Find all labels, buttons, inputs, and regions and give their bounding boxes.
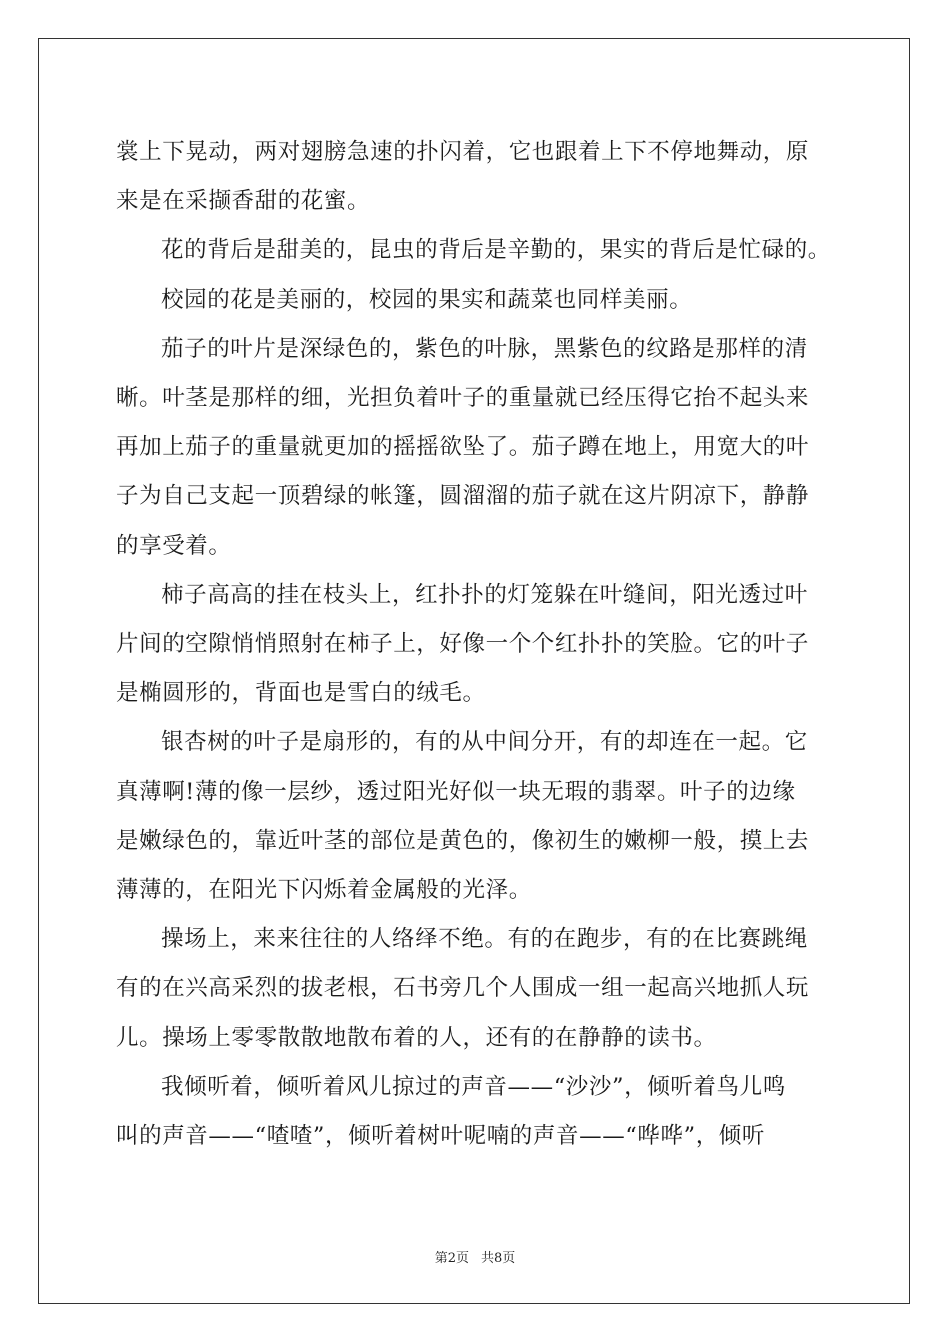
page-number: 第2页 <box>434 1251 469 1266</box>
text-line: 真薄啊!薄的像一层纱，透过阳光好似一块无瑕的翡翠。叶子的边缘 <box>116 778 796 805</box>
text-line: 裳上下晃动，两对翅膀急速的扑闪着，它也跟着上下不停地舞动，原 <box>116 139 810 165</box>
paragraph <box>116 325 850 571</box>
text-line: 儿。操场上零零散散地散布着的人，还有的在静静的读书。 <box>116 1024 717 1051</box>
text-line: 晰。叶茎是那样的细，光担负着叶子的重量就已经压得它抬不起头来 <box>116 385 810 412</box>
document-body <box>116 128 850 1161</box>
text-line: 是椭圆形的，背面也是雪白的绒毛。 <box>116 680 486 707</box>
text-line: 子为自己支起一顶碧绿的帐篷，圆溜溜的茄子就在这片阴凉下，静静 <box>116 483 810 510</box>
paragraph <box>116 718 850 915</box>
page-total: 共8页 <box>481 1251 516 1266</box>
text-line: 叫的声音——“喳喳”，倾听着树叶呢喃的声音——“哗哗”，倾听 <box>116 1123 766 1150</box>
text-line: 来是在采撷香甜的花蜜。 <box>116 188 371 215</box>
paragraph <box>116 226 850 275</box>
text-line: 茄子的叶片是深绿色的，紫色的叶脉，黑紫色的纹路是那样的清 <box>161 335 808 362</box>
text-line: 是嫩绿色的，靠近叶茎的部位是黄色的，像初生的嫩柳一般，摸上去 <box>116 827 810 854</box>
paragraph <box>116 1063 850 1161</box>
paragraph <box>116 128 850 226</box>
text-line: 的享受着。 <box>116 532 232 559</box>
paragraph <box>116 276 850 325</box>
text-line: 片间的空隙悄悄照射在柿子上，好像一个个红扑扑的笑脸。它的叶子 <box>116 631 810 658</box>
text-line: 再加上茄子的重量就更加的摇摇欲坠了。茄子蹲在地上，用宽大的叶 <box>116 434 810 461</box>
paragraph <box>116 571 850 719</box>
text-line: 薄薄的，在阳光下闪烁着金属般的光泽。 <box>116 877 532 904</box>
text-line: 有的在兴高采烈的拔老根，石书旁几个人围成一组一起高兴地抓人玩 <box>116 975 810 1002</box>
text-line: 花的背后是甜美的，昆虫的背后是辛勤的，果实的背后是忙碌的。 <box>161 237 831 264</box>
text-line: 校园的花是美丽的，校园的果实和蔬菜也同样美丽。 <box>161 286 693 313</box>
text-line: 我倾听着，倾听着风儿掠过的声音——“沙沙”，倾听着鸟儿鸣 <box>161 1073 786 1100</box>
text-line: 操场上，来来往往的人络绎不绝。有的在跑步，有的在比赛跳绳 <box>161 926 808 953</box>
text-line: 银杏树的叶子是扇形的，有的从中间分开，有的却连在一起。它 <box>161 729 808 756</box>
paragraph <box>116 915 850 1063</box>
page-footer <box>0 1247 950 1266</box>
text-line: 柿子高高的挂在枝头上，红扑扑的灯笼躲在叶缝间，阳光透过叶 <box>161 581 808 608</box>
